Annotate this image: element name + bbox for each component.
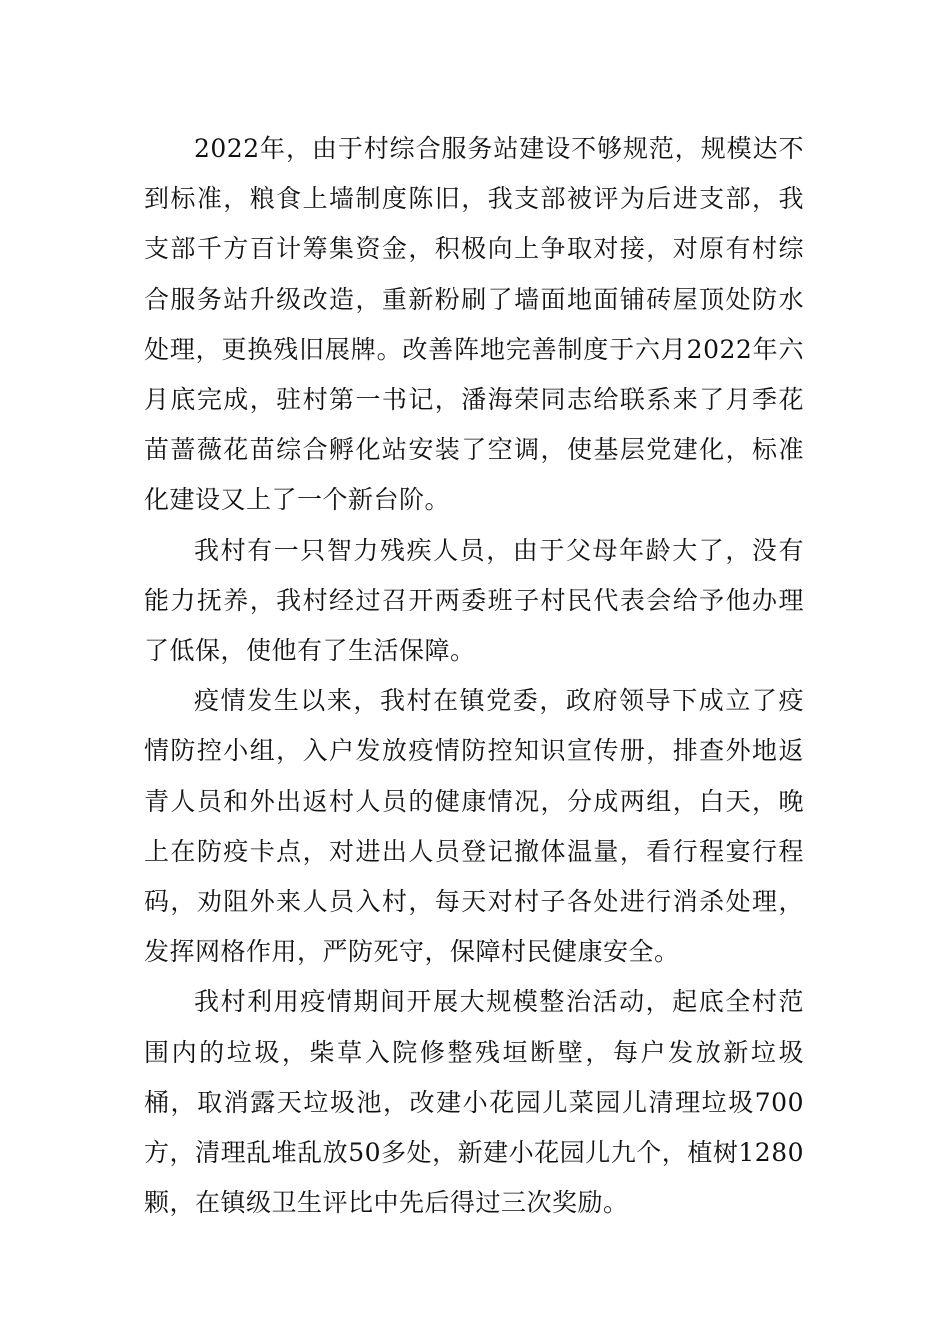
paragraph-1: 2022年，由于村综合服务站建设不够规范，规模达不到标准，粮食上墙制度陈旧，我支部被评为后进支部，我支部千方百计筹集资金，积极向上争取对接，对原有村综合服务站升级改造，重新粉刷了墙面地面铺砖屋顶处防水处理，更换残旧展牌。改善阵地完善制度于六月2022年六月底完成，驻村第一书记，潘海荣同志给联系来了月季花苗蔷薇花苗综合孵化站安装了空调，使基层党建化，标准化建设又上了一个新台阶。 bbox=[144, 134, 804, 515]
document-body bbox=[144, 124, 804, 1228]
paragraph-4: 我村利用疫情期间开展大规模整治活动，起底全村范围内的垃圾，柴草入院修整残垣断壁，每户发放新垃圾桶，取消露天垃圾池，改建小花园儿菜园儿清理垃圾700方，清理乱堆乱放50多处，新建小花园儿九个，植树1280颗，在镇级卫生评比中先后得过三次奖励。 bbox=[144, 987, 804, 1218]
paragraph-2: 我村有一只智力残疾人员，由于父母年龄大了，没有能力抚养，我村经过召开两委班子村民代表会给予他办理了低保，使他有了生活保障。 bbox=[144, 535, 804, 666]
paragraph-3: 疫情发生以来，我村在镇党委，政府领导下成立了疫情防控小组，入户发放疫情防控知识宣传册，排查外地返青人员和外出返村人员的健康情况，分成两组，白天，晚上在防疫卡点，对进出人员登记撤体温量，看行程宴行程码，劝阻外来人员入村，每天对村子各处进行消杀处理，发挥网格作用，严防死守，保障村民健康安全。 bbox=[144, 686, 804, 967]
